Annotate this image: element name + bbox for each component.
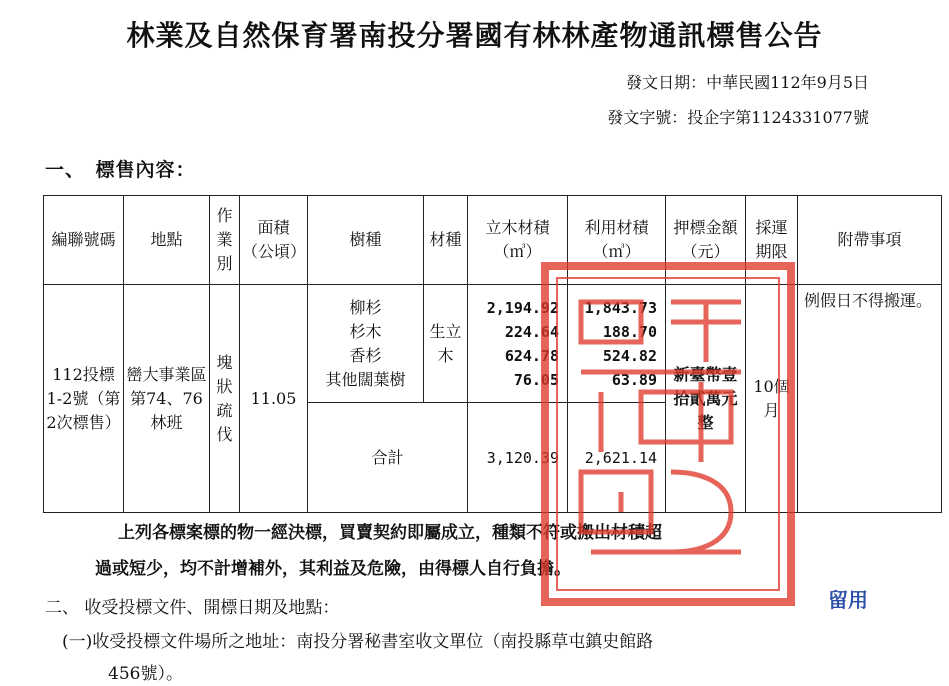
- total-label: 合計: [308, 403, 468, 513]
- volume-value: 188.70: [602, 322, 657, 341]
- species-cell: [308, 285, 424, 403]
- table-row: [44, 285, 942, 403]
- header-operation: 作業別: [210, 196, 240, 285]
- page-title: 林業及自然保育署南投分署國有林林產物通訊標售公告: [126, 19, 823, 52]
- volume-value: 1,843.73: [584, 298, 657, 317]
- volume-value: 2,194.92: [486, 298, 559, 317]
- subsection-1-continued: 456號）。: [108, 664, 183, 684]
- section-2-heading: 二、 收受投標文件、開標日期及地點：: [45, 598, 340, 618]
- location-cell: 巒大事業區第74、76林班: [124, 285, 210, 513]
- total-standing-volume: 3,120.39: [468, 403, 568, 513]
- subsection-1: (一)收受投標文件場所之地址：南投分署秘書室收文單位（南投縣草屯鎮史館路: [62, 632, 654, 652]
- stamp-mark: 留用: [828, 588, 868, 612]
- table-header-row: [44, 196, 942, 285]
- auction-table: [43, 195, 942, 513]
- section-1-heading: 一、 標售內容：: [45, 159, 196, 181]
- timber-type-cell: 生立木: [424, 285, 468, 403]
- species-item: 香杉: [349, 345, 382, 365]
- issue-date: 發文日期：中華民國112年9月5日: [626, 73, 869, 92]
- notes-cell: 例假日不得搬運。: [798, 285, 942, 513]
- species-item: 柳杉: [349, 297, 382, 317]
- species-item: 杉木: [349, 321, 382, 341]
- header-notes: 附帶事項: [798, 196, 942, 285]
- volume-value: 76.05: [513, 370, 559, 389]
- volume-value: 524.82: [602, 346, 657, 365]
- header-period: 採運期限: [746, 196, 798, 285]
- header-timber-type: 材種: [424, 196, 468, 285]
- volume-value: 224.64: [504, 322, 559, 341]
- species-item: 其他闊葉樹: [325, 369, 406, 389]
- operation-cell: 塊狀疏伐: [210, 285, 240, 513]
- header-lot-id: 編聯號碼: [44, 196, 124, 285]
- header-standing-volume: 立木材積（㎥）: [468, 196, 568, 285]
- usable-volume-cell: [568, 285, 666, 403]
- deposit-cell: 新臺幣壹拾貳萬元整: [666, 285, 746, 513]
- total-usable-volume: 2,621.14: [568, 403, 666, 513]
- lot-id-cell: 112投標1-2號（第2次標售）: [44, 285, 124, 513]
- header-deposit: 押標金額（元）: [666, 196, 746, 285]
- paragraph-line: 過或短少，均不計增補外，其利益及危險，由得標人自行負擔。: [95, 559, 571, 579]
- area-cell: 11.05: [240, 285, 308, 513]
- volume-value: 63.89: [611, 370, 657, 389]
- standing-volume-cell: [468, 285, 568, 403]
- document-number: 發文字號：投企字第1124331077號: [607, 108, 869, 127]
- header-location: 地點: [124, 196, 210, 285]
- volume-value: 624.78: [504, 346, 559, 365]
- header-species: 樹種: [308, 196, 424, 285]
- paragraph-line: 上列各標案標的物一經決標，買賣契約即屬成立，種類不符或搬出材積超: [118, 523, 662, 543]
- period-cell: 10個月: [746, 285, 798, 513]
- header-area: 面積（公頃）: [240, 196, 308, 285]
- header-usable-volume: 利用材積（㎥）: [568, 196, 666, 285]
